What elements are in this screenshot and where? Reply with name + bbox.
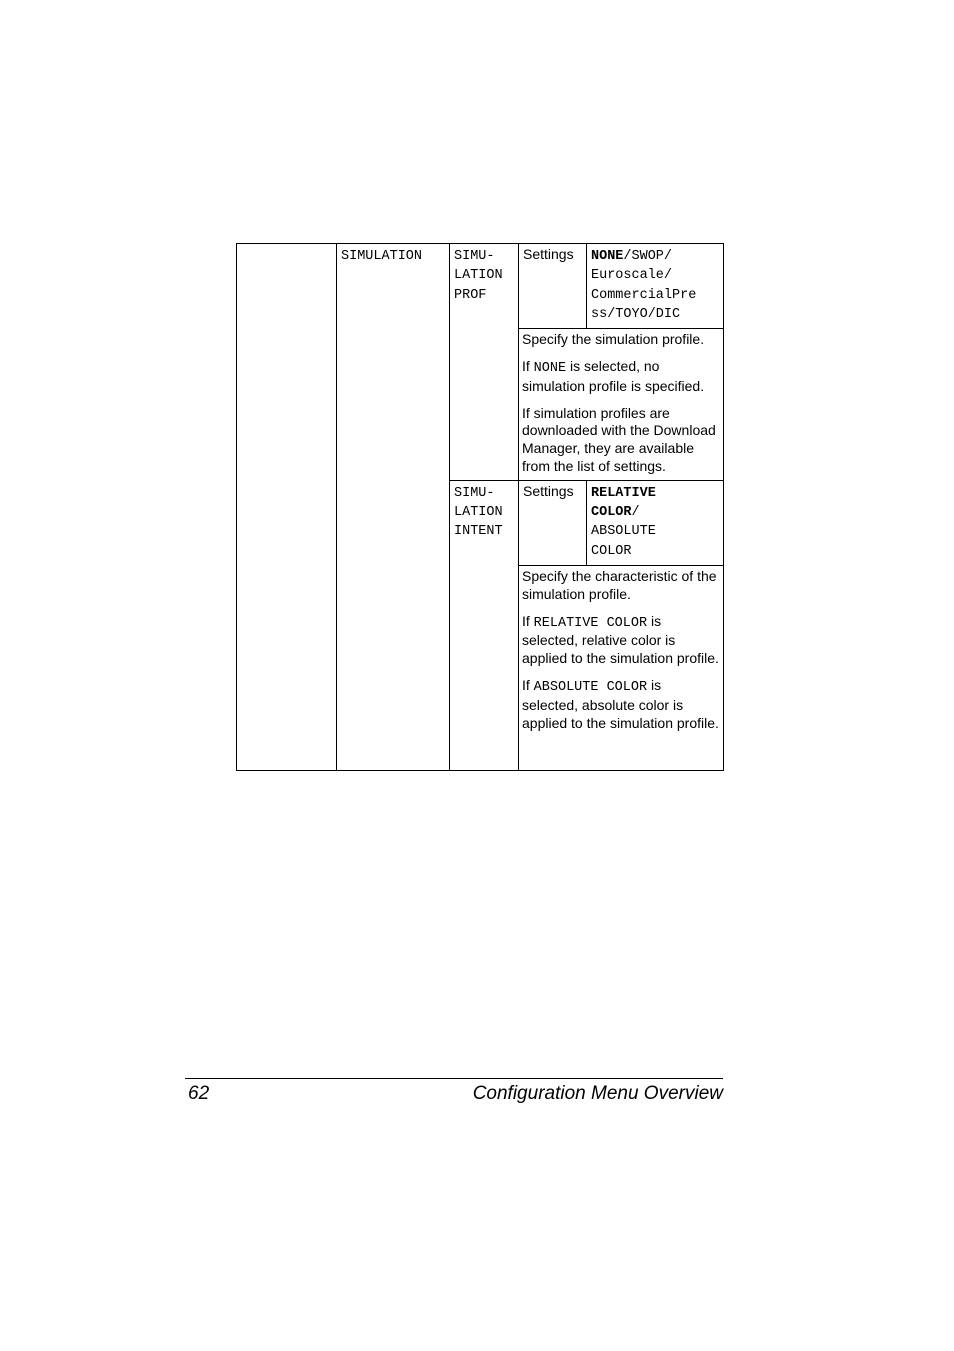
prof-settings-values-cell: [587, 244, 724, 329]
configuration-menu-table: [236, 243, 724, 771]
intent-settings-label-cell: [519, 480, 587, 565]
simulation-intent-cell: [450, 480, 519, 770]
menu-level-2-cell: [337, 244, 450, 771]
simulation-menu-label: SIMULATION: [341, 249, 423, 264]
prof-settings-label-cell: [519, 244, 587, 329]
prof-description: Specify the simulation profile. If NONE is selected, no simulation profile is specified. If simulation profiles are downloaded with the Download Manager, they are available from the list of settings.: [522, 331, 716, 474]
intent-settings-values-cell: [587, 480, 724, 565]
footer-section-title: Configuration Menu Overview: [472, 1083, 723, 1104]
default-value: RELATIVE: [591, 485, 656, 501]
intent-description: Specify the characteristic of the simulation profile. If RELATIVE COLOR is selected, relative color is applied to the simulation profile. If ABSOLUTE COLOR is selected, absolute color is applied to the simulation profile.: [522, 567, 719, 731]
prof-settings-values: NONE/SWOP/ Euroscale/ CommercialPre ss/TOYO/DIC: [591, 249, 697, 322]
page-number: 62: [188, 1083, 210, 1104]
table-row: [237, 244, 724, 329]
prof-description-cell: [519, 329, 724, 481]
menu-level-1-label: [237, 244, 336, 251]
menu-level-1-cell: [237, 244, 337, 771]
settings-label: Settings: [523, 246, 574, 262]
settings-label: Settings: [523, 482, 574, 499]
simulation-prof-cell: [450, 244, 519, 481]
simulation-prof-label: SIMU- LATION PROF: [454, 249, 503, 303]
simulation-intent-label: SIMU- LATION INTENT: [454, 485, 503, 540]
default-value: NONE: [591, 249, 624, 264]
intent-description-cell: [519, 565, 724, 770]
intent-settings-values: RELATIVE COLOR/ ABSOLUTE COLOR: [591, 485, 656, 559]
footer-divider: [185, 1078, 723, 1079]
